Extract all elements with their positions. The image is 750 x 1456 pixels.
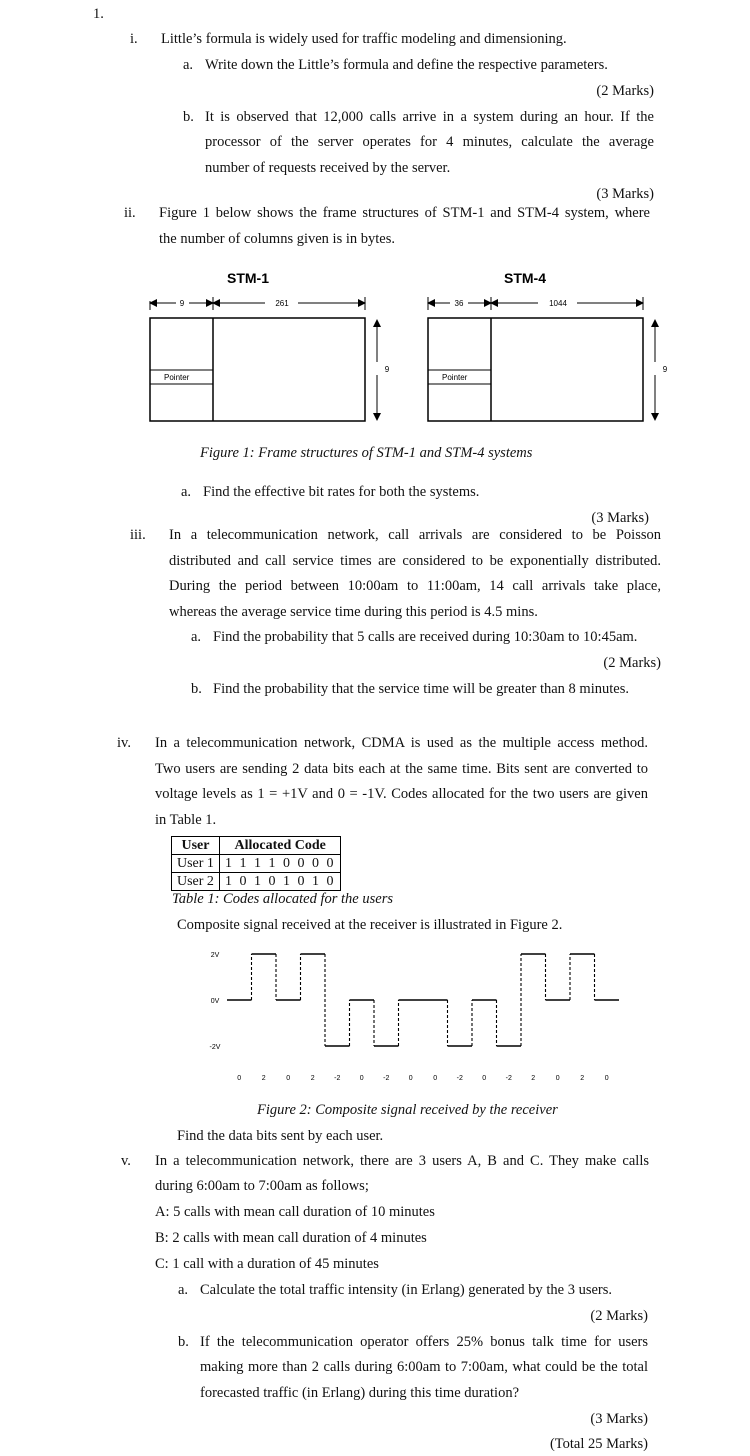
part-iii-a-label: a. — [191, 629, 202, 645]
part-v-b-marks: (3 Marks) — [590, 1411, 648, 1427]
figure-2-composite-signal — [195, 940, 625, 1090]
part-ii-line: the number of columns given is in bytes. — [159, 231, 395, 247]
part-ii-a-label: a. — [181, 484, 192, 500]
y-label-2v: 2V — [210, 952, 220, 959]
table-row — [172, 855, 341, 873]
stm4-title: STM-4 — [504, 270, 546, 286]
part-iii-label: iii. — [130, 527, 146, 543]
table-row — [172, 873, 341, 891]
part-iv-question: Find the data bits sent by each user. — [177, 1128, 384, 1144]
part-i-b-label: b. — [183, 109, 194, 125]
part-i-a-marks: (2 Marks) — [596, 83, 654, 99]
part-iii-a-marks: (2 Marks) — [603, 655, 661, 671]
part-i-b-line: processor of the server operates for 4 minutes, calculate the average — [205, 134, 654, 150]
x-axis-label: 0 — [408, 1075, 413, 1082]
part-iii-b-label: b. — [191, 681, 202, 697]
stm1-rows-label: 9 — [384, 365, 390, 374]
part-ii-a-marks: (3 Marks) — [591, 510, 649, 526]
x-axis-label: 0 — [286, 1075, 291, 1082]
stm4-pointer-label: Pointer — [442, 373, 468, 382]
figure-2-caption: Figure 2: Composite signal received by the receiver — [257, 1102, 558, 1118]
table-header: Allocated Code — [219, 837, 341, 855]
part-i-a-label: a. — [183, 57, 194, 73]
part-iii-line: During the period between 10:00am to 11:00am, 14 call arrivals take place, — [169, 578, 661, 594]
x-axis-label: 2 — [531, 1075, 536, 1082]
stm4-col1-label: 36 — [454, 299, 464, 308]
x-axis-label: -2 — [456, 1075, 463, 1082]
table-cell: User 2 — [172, 873, 220, 891]
table-header-row — [172, 837, 341, 855]
x-axis-label: 0 — [555, 1075, 560, 1082]
x-axis-label: 0 — [482, 1075, 487, 1082]
x-axis-label: 0 — [237, 1075, 242, 1082]
user-a-calls: A: 5 calls with mean call duration of 10 minutes — [155, 1204, 435, 1220]
part-i-label: i. — [130, 31, 138, 47]
stm4-rows-label: 9 — [662, 365, 668, 374]
stm1-col1-label: 9 — [179, 299, 185, 308]
part-iii-line: In a telecommunication network, call arrivals are considered to be Poisson — [169, 527, 661, 543]
part-v-b-label: b. — [178, 1334, 189, 1350]
x-axis-label: 0 — [433, 1075, 438, 1082]
part-v-a-text: Calculate the total traffic intensity (in Erlang) generated by the 3 users. — [200, 1282, 613, 1298]
part-v-line: during 6:00am to 7:00am as follows; — [155, 1178, 369, 1194]
part-iii-b-text: Find the probability that the service time will be greater than 8 minutes. — [213, 681, 629, 697]
part-i-b-line: number of requests received by the server. — [205, 160, 451, 176]
part-iv-line: in Table 1. — [155, 812, 217, 828]
part-v-b-line: If the telecommunication operator offers 25% bonus talk time for users — [200, 1334, 648, 1350]
composite-signal-text: Composite signal received at the receiver is illustrated in Figure 2. — [177, 917, 563, 933]
part-i-a-text: Write down the Little’s formula and define the respective parameters. — [205, 57, 608, 73]
x-axis-label: 0 — [604, 1075, 609, 1082]
part-v-b-line: making more than 2 calls during 6:00am to 7:00am, what could be the total — [200, 1359, 648, 1375]
stm4-col2-label: 1044 — [549, 299, 567, 308]
total-marks: (Total 25 Marks) — [549, 1436, 648, 1452]
x-axis-label: 2 — [261, 1075, 266, 1082]
part-v-label: v. — [121, 1153, 131, 1169]
user-c-calls: C: 1 call with a duration of 45 minutes — [155, 1256, 379, 1272]
x-axis-label: -2 — [334, 1075, 341, 1082]
table-1-caption: Table 1: Codes allocated for the users — [172, 891, 393, 907]
user-b-calls: B: 2 calls with mean call duration of 4 minutes — [155, 1230, 427, 1246]
part-iii-line: distributed and call service times are considered to be exponentially distributed. — [169, 553, 661, 569]
table-cell: 1 0 1 0 1 0 1 0 — [219, 873, 341, 891]
part-v-b-line: forecasted traffic (in Erlang) during this time duration? — [200, 1385, 520, 1401]
part-ii-line: Figure 1 below shows the frame structures of STM-1 and STM-4 system, where — [159, 205, 650, 221]
part-i-b-marks: (3 Marks) — [596, 186, 654, 202]
part-iii-line: whereas the average service time during this period is 4.5 mins. — [169, 604, 538, 620]
question-number: 1. — [93, 6, 104, 22]
stm1-col2-label: 261 — [275, 299, 289, 308]
table-cell: User 1 — [172, 855, 220, 873]
stm1-pointer-label: Pointer — [164, 373, 190, 382]
part-iv-line: Two users are sending 2 data bits each at the same time. Bits sent are converted to — [155, 761, 648, 777]
codes-table — [171, 836, 341, 891]
part-iv-line: voltage levels as 1 = +1V and 0 = -1V. Codes allocated for the two users are given — [155, 786, 648, 802]
y-label-0v: 0V — [210, 998, 220, 1005]
table-cell: 1 1 1 1 0 0 0 0 — [219, 855, 341, 873]
part-i-intro: Little’s formula is widely used for traffic modeling and dimensioning. — [161, 31, 567, 47]
stm1-title: STM-1 — [227, 270, 269, 286]
figure-1-caption: Figure 1: Frame structures of STM-1 and STM-4 systems — [200, 445, 533, 461]
part-iv-label: iv. — [117, 735, 131, 751]
y-label-minus-2v: -2V — [209, 1044, 221, 1051]
x-axis-label: -2 — [383, 1075, 390, 1082]
figure-1-frame-structures — [140, 262, 680, 432]
part-v-a-marks: (2 Marks) — [590, 1308, 648, 1324]
part-i-b-line: It is observed that 12,000 calls arrive in a system during an hour. If the — [205, 109, 654, 125]
table-header: User — [172, 837, 220, 855]
x-axis-label: 2 — [580, 1075, 585, 1082]
part-v-a-label: a. — [178, 1282, 189, 1298]
part-ii-label: ii. — [124, 205, 136, 221]
part-iii-a-text: Find the probability that 5 calls are received during 10:30am to 10:45am. — [213, 629, 638, 645]
x-axis-label: 2 — [310, 1075, 315, 1082]
part-iv-line: In a telecommunication network, CDMA is used as the multiple access method. — [155, 735, 648, 751]
part-ii-a-text: Find the effective bit rates for both the systems. — [203, 484, 480, 500]
x-axis-label: -2 — [505, 1075, 512, 1082]
x-axis-label: 0 — [359, 1075, 364, 1082]
part-v-line: In a telecommunication network, there are 3 users A, B and C. They make calls — [155, 1153, 649, 1169]
